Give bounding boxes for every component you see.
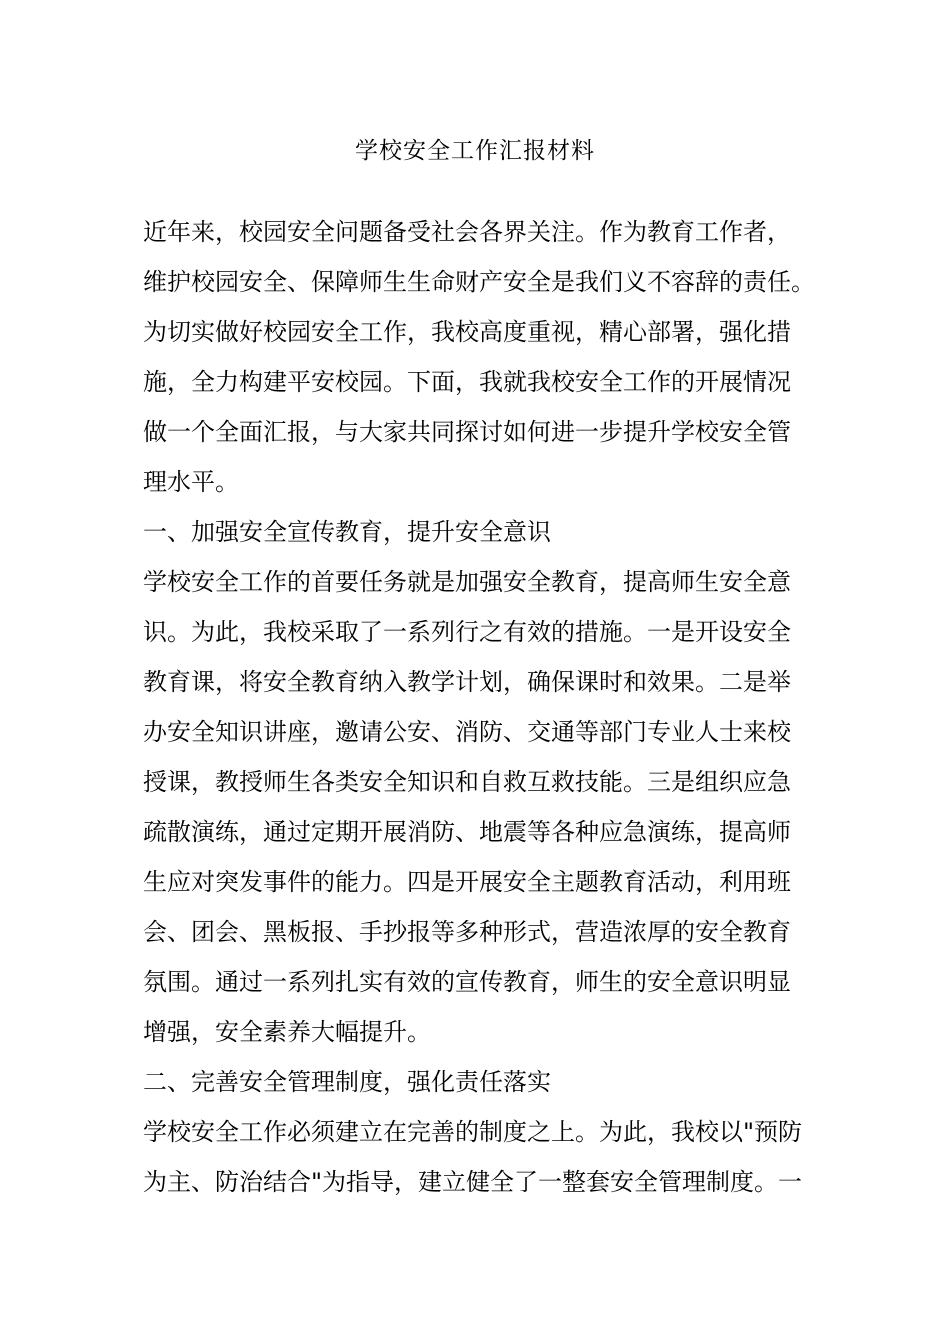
text-line: 为主、防治结合"为指导，建立健全了一整套安全管理制度。一 [143,1168,803,1196]
document-title: 学校安全工作汇报材料 [355,138,595,164]
text-line: 近年来，校园安全问题备受社会各界关注。作为教育工作者， [143,218,791,246]
text-line: 理水平。 [143,468,239,496]
section-heading-1: 一、加强安全宣传教育，提升安全意识 [143,518,551,546]
text-line: 施，全力构建平安校园。下面，我就我校安全工作的开展情况 [143,368,791,396]
document-body [143,207,843,1207]
text-line: 为切实做好校园安全工作，我校高度重视，精心部署，强化措 [143,318,791,346]
text-line: 生应对突发事件的能力。四是开展安全主题教育活动，利用班 [143,868,791,896]
text-line: 增强，安全素养大幅提升。 [143,1018,431,1046]
text-line: 教育课，将安全教育纳入教学计划，确保课时和效果。二是举 [143,668,791,696]
text-line: 做一个全面汇报，与大家共同探讨如何进一步提升学校安全管 [143,418,791,446]
text-line: 疏散演练，通过定期开展消防、地震等各种应急演练，提高师 [143,818,791,846]
text-line: 授课，教授师生各类安全知识和自救互救技能。三是组织应急 [143,768,791,796]
section-heading-2: 二、完善安全管理制度，强化责任落实 [143,1068,551,1096]
text-line: 办安全知识讲座，邀请公安、消防、交通等部门专业人士来校 [143,718,791,746]
text-line: 维护校园安全、保障师生生命财产安全是我们义不容辞的责任。 [143,268,815,296]
text-line: 会、团会、黑板报、手抄报等多种形式，营造浓厚的安全教育 [143,918,791,946]
text-line: 学校安全工作必须建立在完善的制度之上。为此，我校以"预防 [143,1118,803,1146]
text-line: 学校安全工作的首要任务就是加强安全教育，提高师生安全意 [143,568,791,596]
text-line: 识。为此，我校采取了一系列行之有效的措施。一是开设安全 [143,618,791,646]
text-line: 氛围。通过一系列扎实有效的宣传教育，师生的安全意识明显 [143,968,791,996]
